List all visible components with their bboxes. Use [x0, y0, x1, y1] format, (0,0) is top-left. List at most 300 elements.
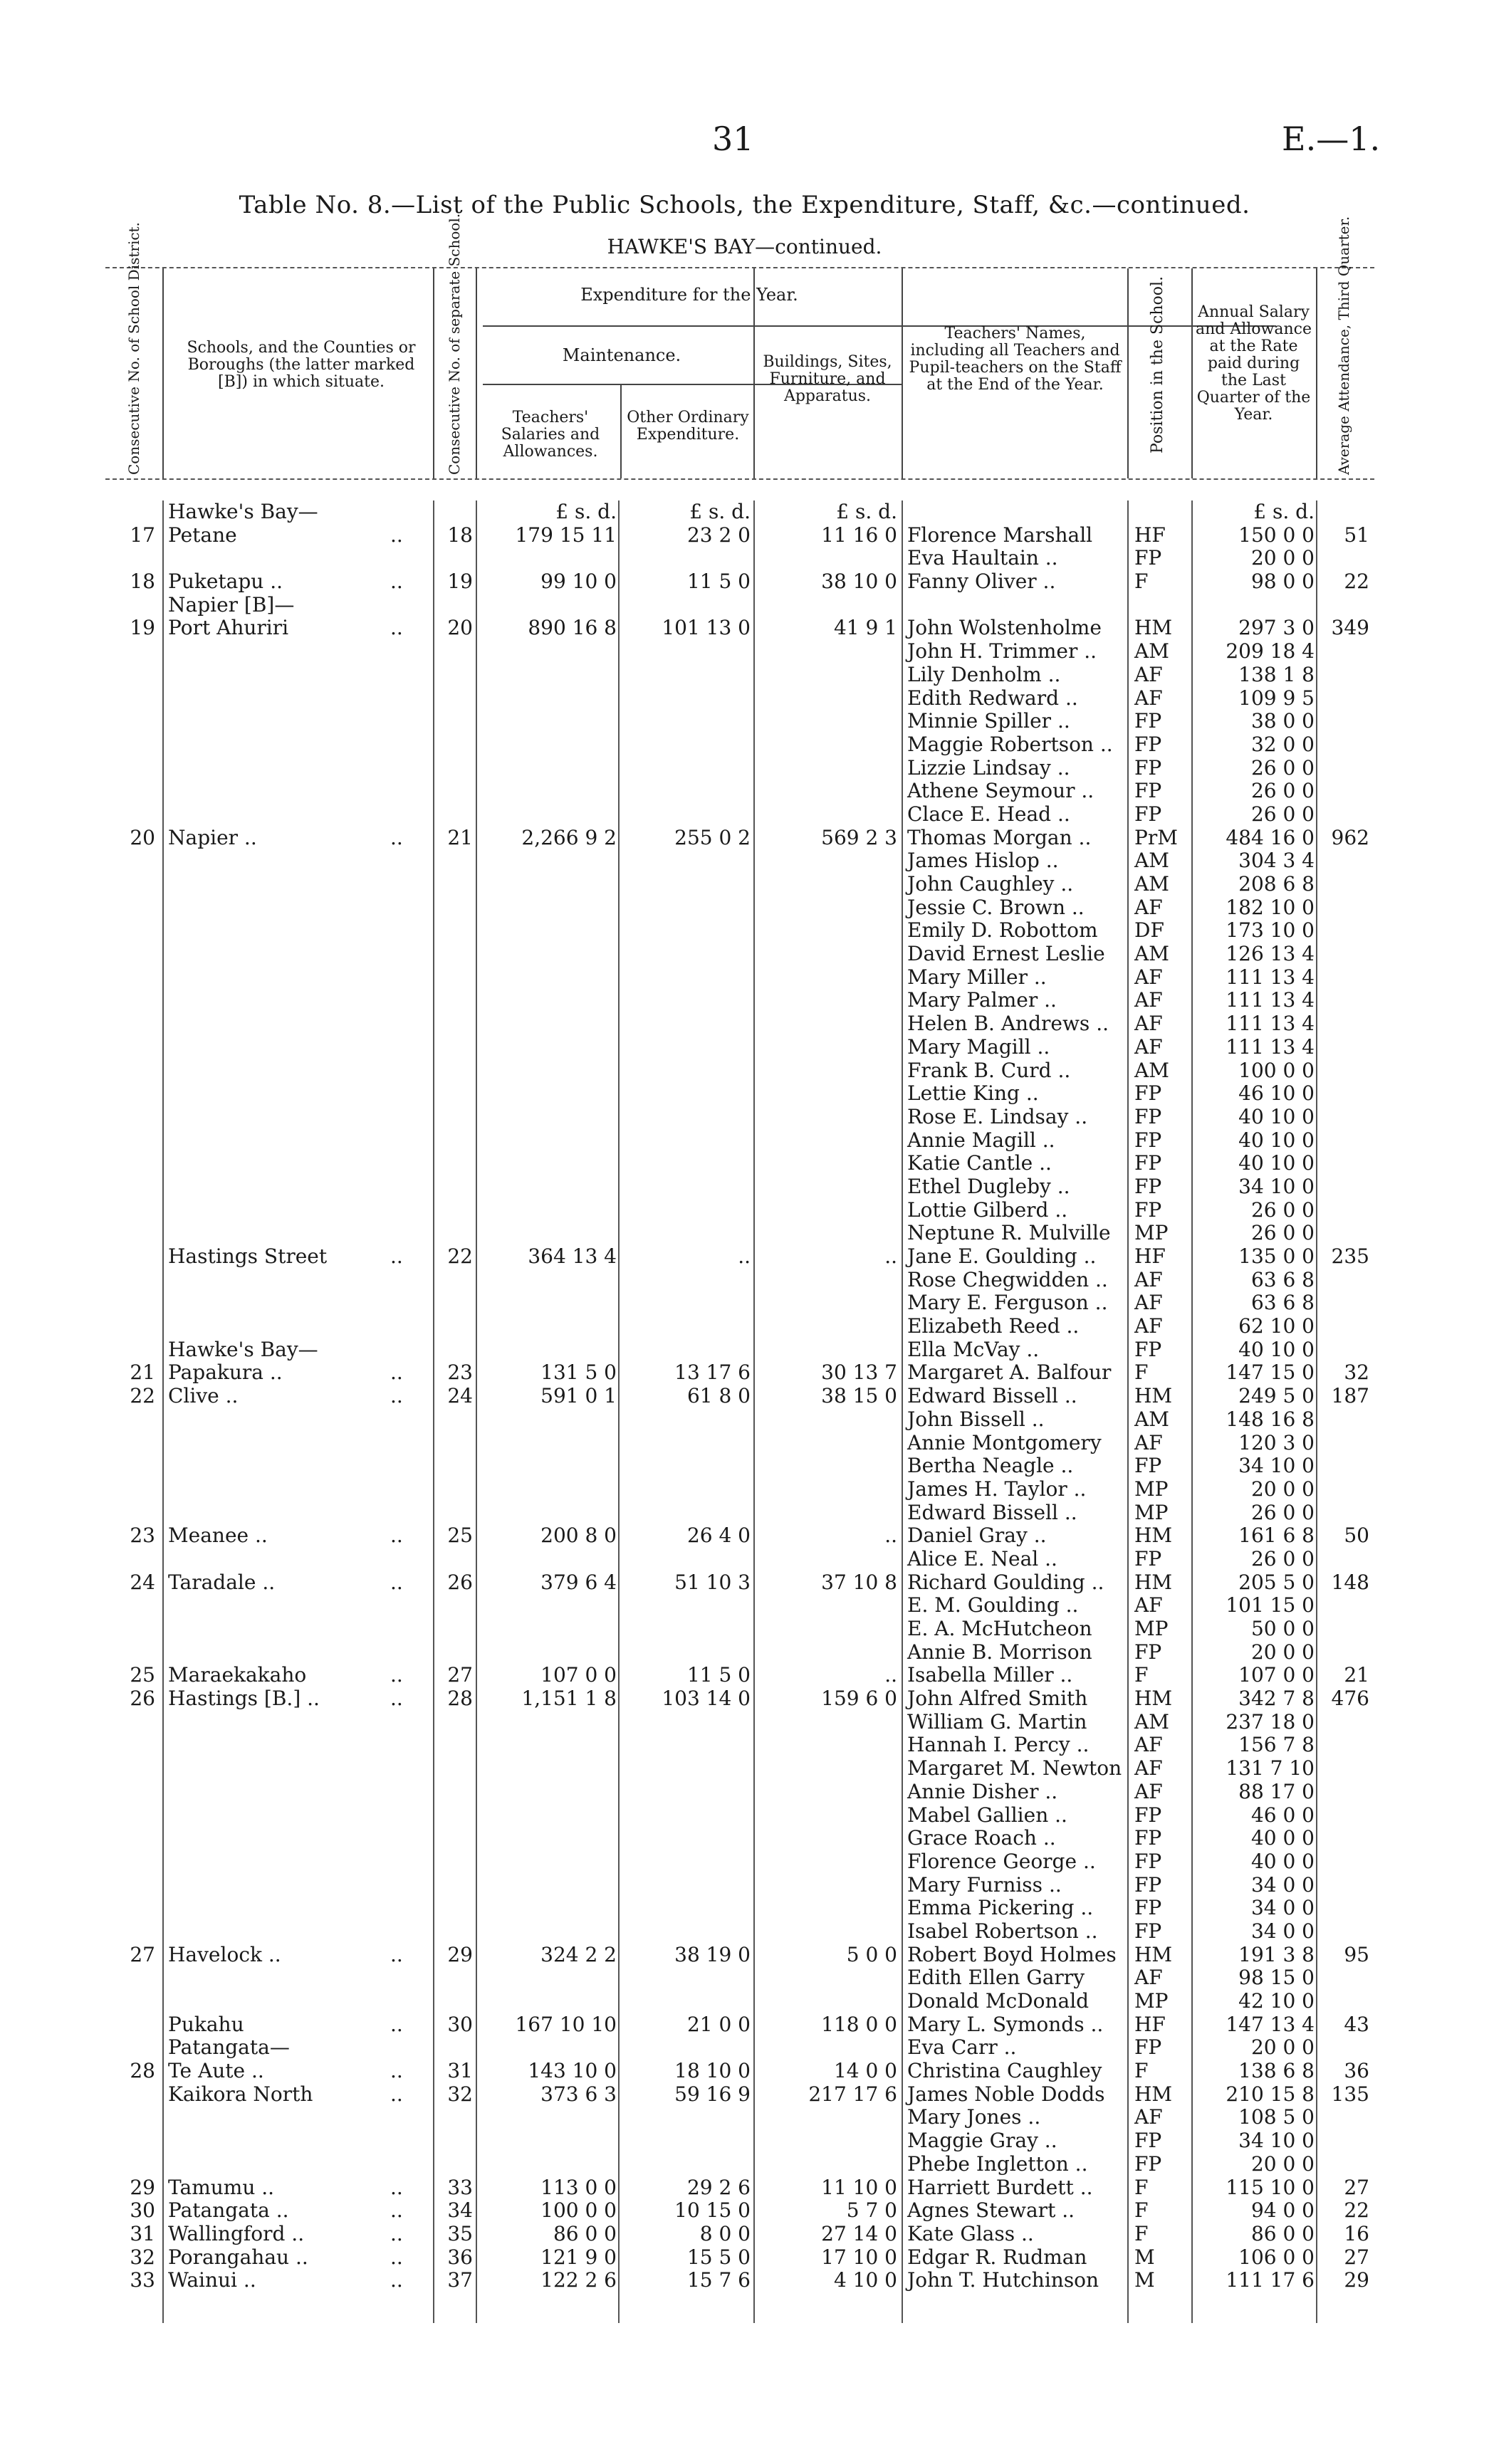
table-row: [105, 1757, 1374, 1781]
teacher-name: Lottie Gilberd ..: [907, 1197, 1068, 1222]
table-row: [105, 1944, 1374, 1967]
table-row: [105, 547, 1374, 570]
leader-dots: ..: [390, 2175, 403, 2199]
teacher-name: Jessie C. Brown ..: [907, 895, 1085, 919]
salaries: 107 0 0: [540, 1663, 617, 1687]
teacher-name: Maggie Gray ..: [907, 2129, 1057, 2153]
position: MP: [1134, 1221, 1169, 1245]
teacher-name: Daniel Gray ..: [907, 1524, 1047, 1548]
annual-salary: 148 16 8: [1226, 1407, 1315, 1431]
position: MP: [1134, 1500, 1169, 1524]
annual-salary: 20 0 0: [1250, 1640, 1315, 1664]
table-row: [105, 1920, 1374, 1944]
table-row: [105, 1897, 1374, 1920]
teacher-name: Mary Furniss ..: [907, 1872, 1062, 1897]
teacher-name: Isabella Miller ..: [907, 1663, 1073, 1687]
other-expenditure: 11 5 0: [686, 1663, 751, 1687]
table-row: [105, 2129, 1374, 2153]
table-row: [105, 1106, 1374, 1129]
district-no: 27: [130, 1942, 155, 1966]
attendance: 16: [1344, 2221, 1369, 2245]
leader-dots: ..: [390, 1384, 403, 1408]
school-name: Maraekakaho: [168, 1663, 307, 1687]
position: AF: [1134, 1034, 1163, 1059]
annual-salary: 34 0 0: [1250, 1919, 1315, 1943]
table-row: [105, 1990, 1374, 2013]
position: FP: [1134, 755, 1162, 780]
position: MP: [1134, 1477, 1169, 1501]
table-row: [105, 919, 1374, 943]
position: MP: [1134, 1617, 1169, 1640]
buildings: 5 7 0: [846, 2198, 897, 2223]
leader-dots: ..: [390, 2268, 403, 2292]
teacher-name: Florence George ..: [907, 1849, 1096, 1873]
table-row: [105, 1361, 1374, 1385]
table-row: [105, 2153, 1374, 2176]
table-row: [105, 757, 1374, 780]
teacher-name: John Bissell ..: [907, 1407, 1045, 1431]
buildings: 38 15 0: [821, 1384, 897, 1408]
position: FP: [1134, 1337, 1162, 1361]
teacher-name: Thomas Morgan ..: [907, 825, 1092, 849]
position: AF: [1134, 1733, 1163, 1757]
district-no: 26: [130, 1687, 155, 1711]
teacher-name: Mabel Gallien ..: [907, 1803, 1067, 1827]
table-row: [105, 640, 1374, 664]
buildings: 118 0 0: [821, 2012, 897, 2036]
district-no: 30: [130, 2198, 155, 2223]
table-row: [105, 2176, 1374, 2200]
teacher-name: Edith Redward ..: [907, 686, 1078, 710]
salaries: 379 6 4: [540, 1570, 617, 1594]
table-row: [105, 1012, 1374, 1036]
position: AF: [1134, 686, 1163, 710]
other-expenditure: 23 2 0: [686, 523, 751, 547]
teacher-name: Elizabeth Reed ..: [907, 1314, 1080, 1338]
other-expenditure: 13 17 6: [674, 1361, 751, 1385]
attendance: 187: [1331, 1384, 1369, 1408]
salaries: 200 8 0: [540, 1524, 617, 1548]
annual-salary: 34 10 0: [1238, 1454, 1315, 1478]
annual-salary: 20 0 0: [1250, 546, 1315, 570]
table-row: [105, 1966, 1374, 1990]
school-name: Porangahau ..: [168, 2245, 308, 2269]
teacher-name: E. A. McHutcheon: [907, 1617, 1092, 1640]
leader-dots: ..: [390, 2082, 403, 2106]
annual-salary: 191 3 8: [1238, 1942, 1315, 1966]
position: AM: [1134, 849, 1169, 873]
buildings: 30 13 7: [821, 1361, 897, 1385]
position: FP: [1134, 709, 1162, 733]
teacher-name: Alice E. Neal ..: [907, 1546, 1057, 1571]
school-name: Wallingford ..: [168, 2221, 305, 2245]
annual-salary: 63 6 8: [1250, 1291, 1315, 1315]
teacher-name: Jane E. Goulding ..: [907, 1244, 1097, 1268]
annual-salary: 20 0 0: [1250, 1477, 1315, 1501]
position: FP: [1134, 546, 1162, 570]
table-row: [105, 989, 1374, 1012]
teacher-name: John Caughley ..: [907, 872, 1074, 896]
teacher-name: Grace Roach ..: [907, 1826, 1056, 1850]
teacher-name: Mary L. Symonds ..: [907, 2012, 1104, 2036]
attendance: 32: [1344, 1361, 1369, 1385]
school-no: 20: [447, 616, 473, 640]
attendance: 95: [1344, 1942, 1369, 1966]
school-name: Hawke's Bay—: [168, 1337, 318, 1361]
leader-dots: ..: [390, 2221, 403, 2245]
school-no: 18: [447, 523, 473, 547]
page-number: 31: [712, 120, 754, 158]
annual-salary: 138 6 8: [1238, 2059, 1315, 2083]
table-row: [105, 896, 1374, 920]
table-row: [105, 1408, 1374, 1432]
annual-salary: 34 10 0: [1238, 1174, 1315, 1198]
position: FP: [1134, 1128, 1162, 1152]
annual-salary: 26 0 0: [1250, 1197, 1315, 1222]
school-name: Meanee ..: [168, 1524, 268, 1548]
buildings: 11 16 0: [821, 523, 897, 547]
annual-salary: 249 5 0: [1238, 1384, 1315, 1408]
school-no: 29: [447, 1942, 473, 1966]
annual-salary: 342 7 8: [1238, 1687, 1315, 1711]
position: AM: [1134, 1058, 1169, 1082]
table-row: [105, 1432, 1374, 1455]
table-row: [105, 1618, 1374, 1641]
table-row: [105, 1082, 1374, 1106]
position: FP: [1134, 1640, 1162, 1664]
school-name: Patangata ..: [168, 2198, 289, 2223]
teacher-name: John T. Hutchinson: [907, 2268, 1099, 2292]
teacher-name: Rose E. Lindsay ..: [907, 1104, 1088, 1128]
annual-salary: 26 0 0: [1250, 1221, 1315, 1245]
teacher-name: Emily D. Robottom: [907, 918, 1098, 943]
teacher-name: E. M. Goulding ..: [907, 1593, 1079, 1618]
annual-salary: £ s. d.: [1253, 500, 1315, 523]
district-no: 23: [130, 1524, 155, 1548]
teacher-name: Edward Bissell ..: [907, 1384, 1077, 1408]
district-no: 28: [130, 2059, 155, 2083]
position: AF: [1134, 1430, 1163, 1454]
position: FP: [1134, 1454, 1162, 1478]
buildings: 159 6 0: [821, 1687, 897, 1711]
position: AF: [1134, 1756, 1163, 1781]
table-row: [105, 1059, 1374, 1083]
salaries: 179 15 11: [515, 523, 617, 547]
teacher-name: Florence Marshall: [907, 523, 1093, 547]
attendance: 51: [1344, 523, 1369, 547]
position: F: [1134, 1361, 1149, 1385]
annual-salary: 50 0 0: [1250, 1617, 1315, 1640]
position: FP: [1134, 1197, 1162, 1222]
table-row: [105, 1804, 1374, 1828]
table-row: [105, 1781, 1374, 1804]
header-salary: Annual Salary and Allowance at the Rate paid during the Last Quarter of the Year.: [1195, 303, 1312, 424]
school-no: 32: [447, 2082, 473, 2106]
school-no: 33: [447, 2175, 473, 2199]
teacher-name: Lily Denholm ..: [907, 662, 1061, 686]
table-row: [105, 2060, 1374, 2083]
position: HF: [1134, 2012, 1166, 2036]
school-table: [105, 500, 1374, 2292]
teacher-name: Maggie Robertson ..: [907, 732, 1113, 756]
attendance: 22: [1344, 2198, 1369, 2223]
teacher-name: Ethel Dugleby ..: [907, 1174, 1070, 1198]
header-teachers: Teachers' Names, including all Teachers and Pupil-teachers on the Staff at the End of the Year.: [909, 325, 1122, 394]
school-no: 25: [447, 1524, 473, 1548]
table-row: [105, 2036, 1374, 2060]
teacher-name: Hannah I. Percy ..: [907, 1733, 1090, 1757]
salaries: £ s. d.: [555, 500, 617, 523]
annual-salary: 34 10 0: [1238, 2129, 1315, 2153]
school-name: Papakura ..: [168, 1361, 283, 1385]
table-row: [105, 2083, 1374, 2107]
table-row: [105, 849, 1374, 873]
salaries: 99 10 0: [540, 570, 617, 594]
table-row: [105, 803, 1374, 827]
school-name: Napier [B]—: [168, 592, 295, 617]
teacher-name: Frank B. Curd ..: [907, 1058, 1071, 1082]
table-row: [105, 1850, 1374, 1874]
table-row: [105, 1036, 1374, 1059]
position: HF: [1134, 523, 1166, 547]
leader-dots: ..: [390, 616, 403, 640]
table-row: [105, 1501, 1374, 1525]
teacher-name: Ella McVay ..: [907, 1337, 1040, 1361]
teacher-name: Annie Magill ..: [907, 1128, 1055, 1152]
position: FP: [1134, 2035, 1162, 2060]
other-expenditure: 8 0 0: [699, 2221, 751, 2245]
attendance: 29: [1344, 2268, 1369, 2292]
table-title: Table No. 8.—List of the Public Schools, the Expenditure, Staff, &c.—continued.: [239, 191, 1250, 219]
other-expenditure: 21 0 0: [686, 2012, 751, 2036]
teacher-name: John Alfred Smith: [907, 1687, 1088, 1711]
teacher-name: Clace E. Head ..: [907, 802, 1070, 826]
position: AF: [1134, 1291, 1163, 1315]
annual-salary: 32 0 0: [1250, 732, 1315, 756]
annual-salary: 34 0 0: [1250, 1896, 1315, 1920]
table-row: [105, 1269, 1374, 1292]
salaries: 121 9 0: [540, 2245, 617, 2269]
annual-salary: 86 0 0: [1250, 2221, 1315, 2245]
other-expenditure: 15 7 6: [686, 2268, 751, 2292]
position: FP: [1134, 1919, 1162, 1943]
attendance: 27: [1344, 2175, 1369, 2199]
school-no: 35: [447, 2221, 473, 2245]
annual-salary: 304 3 4: [1238, 849, 1315, 873]
school-no: 19: [447, 570, 473, 594]
table-row: [105, 1734, 1374, 1757]
attendance: 21: [1344, 1663, 1369, 1687]
table-row: [105, 1571, 1374, 1595]
school-no: 31: [447, 2059, 473, 2083]
teacher-name: Lizzie Lindsay ..: [907, 755, 1070, 780]
teacher-name: Eva Carr ..: [907, 2035, 1017, 2060]
other-expenditure: 10 15 0: [674, 2198, 751, 2223]
teacher-name: Mary Jones ..: [907, 2105, 1041, 2129]
annual-salary: 20 0 0: [1250, 2151, 1315, 2176]
position: AF: [1134, 662, 1163, 686]
buildings: 11 10 0: [821, 2175, 897, 2199]
position: FP: [1134, 1826, 1162, 1850]
teacher-name: Rose Chegwidden ..: [907, 1267, 1108, 1291]
leader-dots: ..: [390, 2245, 403, 2269]
header-attendance: Average Attendance, Third Quarter.: [1335, 216, 1352, 475]
salaries: 100 0 0: [540, 2198, 617, 2223]
district-no: 18: [130, 570, 155, 594]
annual-salary: 40 10 0: [1238, 1128, 1315, 1152]
teacher-name: Bertha Neagle ..: [907, 1454, 1074, 1478]
attendance: 349: [1331, 616, 1369, 640]
header-school: Schools, and the Counties or Boroughs (the latter marked [B]) in which situate.: [187, 339, 416, 391]
annual-salary: 237 18 0: [1226, 1709, 1315, 1734]
teacher-name: Margaret A. Balfour: [907, 1361, 1112, 1385]
buildings: 217 17 6: [808, 2082, 897, 2106]
table-row: [105, 617, 1374, 640]
other-expenditure: 61 8 0: [686, 1384, 751, 1408]
other-expenditure: 103 14 0: [662, 1687, 751, 1711]
position: AF: [1134, 1593, 1163, 1618]
position: DF: [1134, 918, 1164, 943]
teacher-name: Phebe Ingletton ..: [907, 2151, 1088, 2176]
position: AF: [1134, 1966, 1163, 1990]
teacher-name: Fanny Oliver ..: [907, 570, 1056, 594]
table-row: [105, 2269, 1374, 2292]
school-name: Havelock ..: [168, 1942, 281, 1966]
table-row: [105, 1641, 1374, 1664]
school-no: 28: [447, 1687, 473, 1711]
teacher-name: Annie Disher ..: [907, 1779, 1058, 1803]
table-row: [105, 1687, 1374, 1711]
attendance: 43: [1344, 2012, 1369, 2036]
annual-salary: 40 0 0: [1250, 1826, 1315, 1850]
header-district-no: Consecutive No. of School District.: [125, 222, 142, 475]
salaries: 143 10 0: [528, 2059, 617, 2083]
school-name: Puketapu ..: [168, 570, 283, 594]
annual-salary: 106 0 0: [1238, 2245, 1315, 2269]
salaries: 324 2 2: [540, 1942, 617, 1966]
attendance: 235: [1331, 1244, 1369, 1268]
annual-salary: 62 10 0: [1238, 1314, 1315, 1338]
table-row: [105, 1827, 1374, 1850]
teacher-name: Mary Miller ..: [907, 965, 1047, 989]
district-no: 25: [130, 1663, 155, 1687]
table-row: [105, 780, 1374, 803]
teacher-name: William G. Martin: [907, 1709, 1087, 1734]
leader-dots: ..: [390, 825, 403, 849]
position: AF: [1134, 1012, 1163, 1036]
table-row: [105, 2106, 1374, 2129]
leader-dots: ..: [390, 2012, 403, 2036]
table-row: [105, 1478, 1374, 1501]
teacher-name: David Ernest Leslie: [907, 942, 1105, 966]
table-row: [105, 2246, 1374, 2270]
attendance: 50: [1344, 1524, 1369, 1548]
attendance: 36: [1344, 2059, 1369, 2083]
school-name: Port Ahuriri: [168, 616, 289, 640]
position: FP: [1134, 802, 1162, 826]
school-name: Taradale ..: [168, 1570, 276, 1594]
position: FP: [1134, 2129, 1162, 2153]
other-expenditure: 26 4 0: [686, 1524, 751, 1548]
position: AF: [1134, 895, 1163, 919]
annual-salary: 115 10 0: [1226, 2175, 1315, 2199]
annual-salary: 98 0 0: [1250, 570, 1315, 594]
table-row: [105, 570, 1374, 594]
header-expenditure: Expenditure for the Year.: [580, 285, 798, 305]
school-no: 24: [447, 1384, 473, 1408]
position: FP: [1134, 1151, 1162, 1175]
annual-salary: 94 0 0: [1250, 2198, 1315, 2223]
school-no: 26: [447, 1570, 473, 1594]
school-no: 37: [447, 2268, 473, 2292]
attendance: 22: [1344, 570, 1369, 594]
district-no: 24: [130, 1570, 155, 1594]
table-row: [105, 1594, 1374, 1618]
district-no: 22: [130, 1384, 155, 1408]
teacher-name: Edith Ellen Garry: [907, 1966, 1085, 1990]
salaries: 591 0 1: [540, 1384, 617, 1408]
position: FP: [1134, 1546, 1162, 1571]
position: AM: [1134, 639, 1169, 664]
table-row: [105, 1454, 1374, 1478]
position: FP: [1134, 1872, 1162, 1897]
other-expenditure: £ s. d.: [689, 500, 751, 523]
annual-salary: 109 9 5: [1238, 686, 1315, 710]
annual-salary: 147 13 4: [1226, 2012, 1315, 2036]
teacher-name: Katie Cantle ..: [907, 1151, 1052, 1175]
table-row: [105, 1152, 1374, 1175]
table-row: [105, 1199, 1374, 1222]
annual-salary: 161 6 8: [1238, 1524, 1315, 1548]
buildings: £ s. d.: [836, 500, 897, 523]
buildings: 4 10 0: [833, 2268, 897, 2292]
other-expenditure: 18 10 0: [674, 2059, 751, 2083]
table-row: [105, 500, 1374, 524]
table-row: [105, 1222, 1374, 1245]
table-row: [105, 2013, 1374, 2037]
school-name: Patangata—: [168, 2035, 290, 2060]
district-no: 32: [130, 2245, 155, 2269]
salaries: 122 2 6: [540, 2268, 617, 2292]
teacher-name: Robert Boyd Holmes: [907, 1942, 1117, 1966]
teacher-name: James H. Taylor ..: [907, 1477, 1087, 1501]
buildings: ..: [884, 1524, 897, 1548]
salaries: 364 13 4: [528, 1244, 617, 1268]
position: FP: [1134, 1081, 1162, 1106]
buildings: 27 14 0: [821, 2221, 897, 2245]
document-reference: E.—1.: [1282, 120, 1381, 158]
school-name: Hastings [B.] ..: [168, 1687, 320, 1711]
annual-salary: 209 18 4: [1226, 639, 1315, 664]
teacher-name: Lettie King ..: [907, 1081, 1039, 1106]
position: FP: [1134, 1803, 1162, 1827]
annual-salary: 46 10 0: [1238, 1081, 1315, 1106]
annual-salary: 111 13 4: [1226, 1034, 1315, 1059]
annual-salary: 173 10 0: [1226, 918, 1315, 943]
annual-salary: 210 15 8: [1226, 2082, 1315, 2106]
annual-salary: 40 10 0: [1238, 1104, 1315, 1128]
annual-salary: 111 17 6: [1226, 2268, 1315, 2292]
annual-salary: 205 5 0: [1238, 1570, 1315, 1594]
table-row: [105, 1524, 1374, 1548]
table-row: [105, 1175, 1374, 1199]
header-school-no: Consecutive No. of separate School.: [446, 213, 463, 475]
position: FP: [1134, 779, 1162, 803]
other-expenditure: 29 2 6: [686, 2175, 751, 2199]
table-row: [105, 2199, 1374, 2223]
table-row: [105, 594, 1374, 617]
school-no: 22: [447, 1244, 473, 1268]
